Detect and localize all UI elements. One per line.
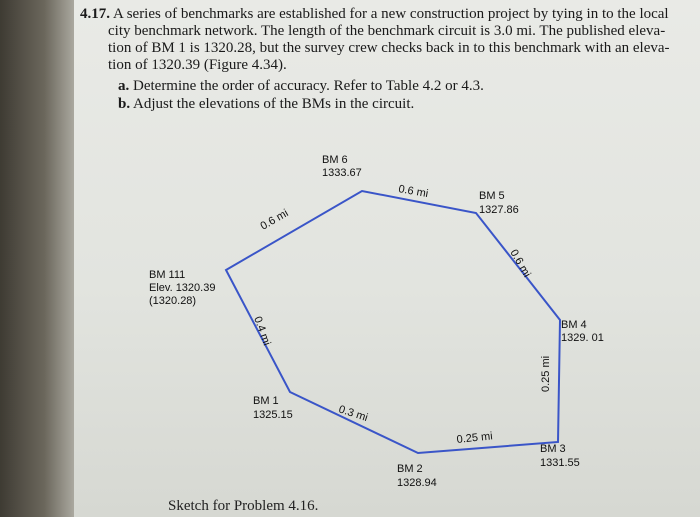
part-b-label: b. — [118, 96, 131, 112]
dist-bm4-bm3: 0.25 mi — [540, 355, 552, 392]
bm6-elev: 1333.67 — [322, 167, 362, 179]
bm5-name: BM 5 — [479, 190, 505, 202]
bm6-name: BM 6 — [322, 154, 348, 166]
dist-bm2-bm1: 0.3 mi — [337, 403, 370, 425]
bm2-elev: 1328.94 — [397, 477, 437, 489]
figure-caption: Sketch for Problem 4.16. — [168, 498, 319, 514]
problem-line-2: city benchmark network. The length of the benchmark circuit is 3.0 mi. The published eleva- — [108, 23, 666, 39]
bm2-name: BM 2 — [397, 463, 423, 475]
bm1-name: BM 1 — [253, 395, 279, 407]
dist-bm1-bm111: 0.4 mi — [251, 314, 273, 348]
part-b-text: Adjust the elevations of the BMs in the circuit. — [133, 96, 415, 112]
problem-line-1: A series of benchmarks are established for a new construction project by tying in to the local — [112, 6, 669, 22]
bm4-elev: 1329. 01 — [561, 332, 604, 344]
dist-bm111-bm6: 0.6 mi — [258, 207, 291, 233]
bm1-elev: 1325.15 — [253, 409, 293, 421]
problem-line-3: tion of BM 1 is 1320.28, but the survey crew checks back in to this benchmark with an eleva- — [108, 40, 670, 56]
bm111-published: (1320.28) — [149, 295, 197, 307]
part-a-text: Determine the order of accuracy. Refer to Table 4.2 or 4.3. — [133, 78, 484, 94]
part-a-label: a. — [118, 78, 130, 94]
problem-line-4: tion of 1320.39 (Figure 4.34). — [108, 57, 287, 73]
bm3-name: BM 3 — [540, 443, 566, 455]
bm5-elev: 1327.86 — [479, 204, 519, 216]
bm111-name: BM 111 — [149, 269, 186, 281]
dist-bm6-bm5: 0.6 mi — [397, 183, 430, 201]
dist-bm3-bm2: 0.25 mi — [456, 430, 494, 446]
dist-bm5-bm4: 0.6 mi — [507, 247, 533, 280]
problem-number: 4.17. — [80, 6, 110, 22]
bm4-name: BM 4 — [561, 319, 587, 331]
bm111-elev: Elev. 1320.39 — [149, 282, 216, 294]
bm3-elev: 1331.55 — [540, 457, 580, 469]
